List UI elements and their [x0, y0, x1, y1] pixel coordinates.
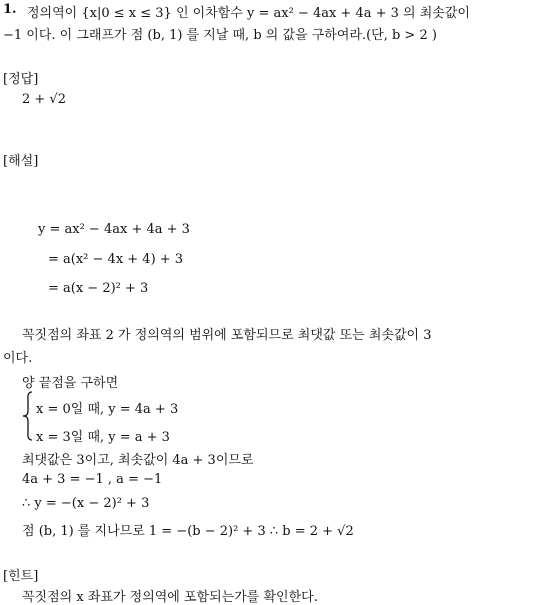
- hint-text: 꼭짓점의 x 좌표가 정의역에 포함되는가를 확인한다.: [22, 590, 318, 605]
- hint-heading: [힌트]: [3, 569, 39, 584]
- step-solve-a: 4a + 3 = −1 , a = −1: [22, 472, 163, 487]
- answer-value: 2 + √2: [22, 92, 66, 107]
- case-x-0: x = 0일 때, y = 4a + 3: [36, 402, 179, 417]
- step-max-min: 최댓값은 3이고, 최솟값이 4a + 3이므로: [22, 453, 254, 468]
- answer-heading: [정답]: [3, 72, 39, 87]
- case-brace: [22, 391, 34, 441]
- step-function: ∴ y = −(x − 2)² + 3: [22, 496, 150, 511]
- solution-paragraph: 꼭짓점의 좌표 2 가 정의역의 범위에 포함되므로 최댓값 또는 최솟값이 3: [22, 328, 432, 343]
- solution-heading: [해설]: [3, 154, 39, 169]
- problem-line-1: 정의역이 {x|0 ≤ x ≤ 3} 인 이차함수 y = ax² − 4ax + 4a + 3 의 최솟값이: [27, 6, 470, 21]
- equation-line-1: y = ax² − 4ax + 4a + 3: [38, 222, 190, 237]
- step-endpoints: 양 끝점을 구하면: [22, 376, 119, 391]
- equation-line-3: = a(x − 2)² + 3: [48, 281, 149, 296]
- case-x-3: x = 3일 때, y = a + 3: [36, 430, 170, 445]
- problem-number: 1.: [3, 2, 17, 17]
- step-solve-b: 점 (b, 1) 를 지나므로 1 = −(b − 2)² + 3 ∴ b = 2 + √2: [22, 524, 354, 539]
- equation-line-2: = a(x² − 4x + 4) + 3: [48, 252, 184, 267]
- problem-line-2: −1 이다. 이 그래프가 점 (b, 1) 를 지날 때, b 의 값을 구하여라.(단, b > 2 ): [3, 28, 437, 43]
- solution-paragraph-cont: 이다.: [3, 351, 33, 366]
